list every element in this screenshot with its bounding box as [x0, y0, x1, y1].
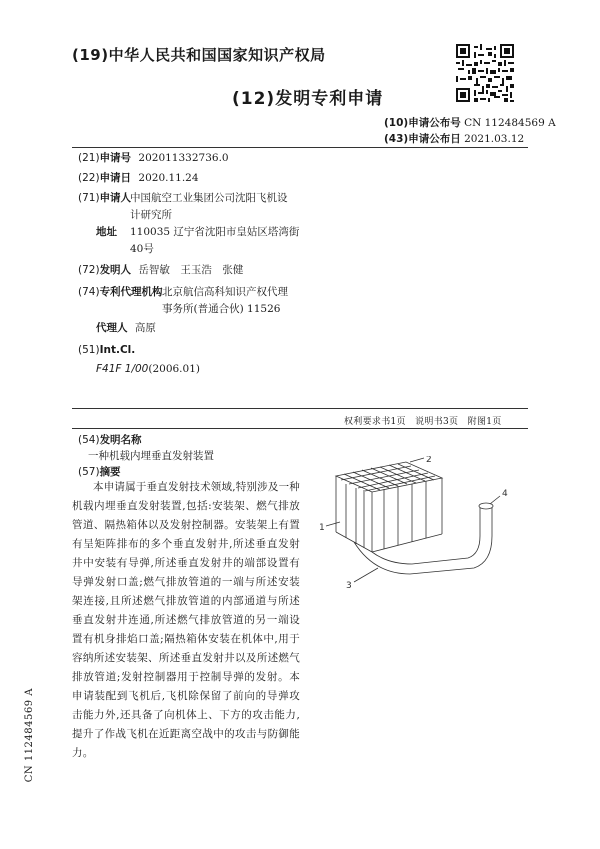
- inventors: 岳智敏 王玉浩 张健: [138, 264, 244, 276]
- side-publication-code: CN 112484569 A: [24, 688, 35, 783]
- agency-label: 专利代理机构: [99, 286, 163, 298]
- pages-divider-top: [72, 408, 528, 409]
- figure-label-4: 4: [502, 489, 508, 499]
- ipc-class: F41F 1/00: [96, 363, 149, 375]
- address-label-field: [96, 224, 117, 240]
- application-number: 202011332736.0: [138, 152, 229, 164]
- agent-label: 代理人: [96, 322, 128, 334]
- abstract-label-field: (57)摘要: [78, 466, 121, 478]
- figure-label-1: 1: [319, 523, 325, 533]
- intcl-label: Int.Cl.: [99, 344, 136, 356]
- applicant-label-field: (71)申请人: [78, 192, 132, 204]
- application-number-label: 申请号: [99, 152, 132, 164]
- agent-field: [96, 320, 156, 336]
- address-line-1: 110035 辽宁省沈阳市皇姑区塔湾街: [130, 226, 300, 238]
- application-number-field: (21)申请号 202011332736.0: [78, 152, 229, 164]
- figure-label-3: 3: [346, 581, 352, 591]
- publication-date: 2021.03.12: [464, 133, 525, 145]
- office-name: (19)中华人民共和国国家知识产权局: [72, 46, 326, 64]
- ipc-year: (2006.01): [148, 363, 200, 375]
- address-line-2: 40号: [130, 243, 154, 255]
- abstract-text: 本申请属于垂直发射技术领域,特别涉及一种机载内埋垂直发射装置,包括:安装架、燃气排放管道、隔热箱体以及发射控制器。安装架上有置有呈矩阵排布的多个垂直发射井,所述垂直发射井中安装有导弹,所述垂直发射井的端部设置有导弹发射口盖;燃气排放管道的一端与所述安装架连接,且所述燃气排放管道的内部通道与所述垂直发射井连通,所述燃气排放管道的另一端设置有机身排焰口盖;隔热箱体安装在机体中,用于容纳所述安装架、所述垂直发射井以及所述燃气排放管道;发射控制器用于控制导弹的发射。本申请装配到飞机后,飞机除保留了前向的导弹攻击能力外,还具备了向机体上、下方的攻击能力,提升了作战飞机在近距离空战中的攻击与防御能力。: [72, 481, 300, 759]
- publication-date-label: (43)申请公布日: [384, 133, 461, 145]
- abstract-label: 摘要: [99, 466, 121, 478]
- applicant-line-2: 计研究所: [130, 209, 172, 221]
- agency-line-2: 事务所(普通合伙) 11526: [162, 303, 281, 315]
- agency-line-1: 北京航信高科知识产权代理: [162, 286, 288, 298]
- invention-title: 一种机载内埋垂直发射装置: [88, 450, 214, 462]
- application-date: 2020.11.24: [138, 172, 199, 184]
- header-divider: [72, 147, 528, 148]
- pages-divider-bottom: [72, 428, 528, 429]
- applicant-line-1: 中国航空工业集团公司沈阳飞机设: [130, 192, 288, 204]
- agent: 高原: [134, 322, 156, 334]
- title-label: 发明名称: [99, 434, 142, 446]
- application-date-field: (22)申请日 2020.11.24: [78, 172, 199, 184]
- document-type: (12)发明专利申请: [232, 89, 384, 109]
- ipc-classification: [96, 361, 200, 378]
- publication-info: [384, 115, 556, 147]
- application-date-label: 申请日: [99, 172, 132, 184]
- qr-code-icon: [456, 44, 514, 102]
- agency-label-field: (74)专利代理机构: [78, 286, 163, 298]
- pages-info: 权利要求书1页 说明书3页 附图1页: [344, 417, 502, 427]
- title-label-field: (54)发明名称: [78, 434, 142, 446]
- applicant-label: 申请人: [99, 192, 132, 204]
- publication-number-label: (10)申请公布号: [384, 117, 461, 129]
- inventor-field: (72)发明人 岳智敏 王玉浩 张健: [78, 264, 244, 276]
- inventor-label: 发明人: [99, 264, 132, 276]
- patent-figure: [314, 456, 514, 596]
- publication-number: CN 112484569 A: [464, 117, 556, 129]
- figure-label-2: 2: [426, 456, 432, 465]
- address-label: 地址: [96, 226, 117, 238]
- intcl-field: (51)Int.Cl.: [78, 344, 136, 356]
